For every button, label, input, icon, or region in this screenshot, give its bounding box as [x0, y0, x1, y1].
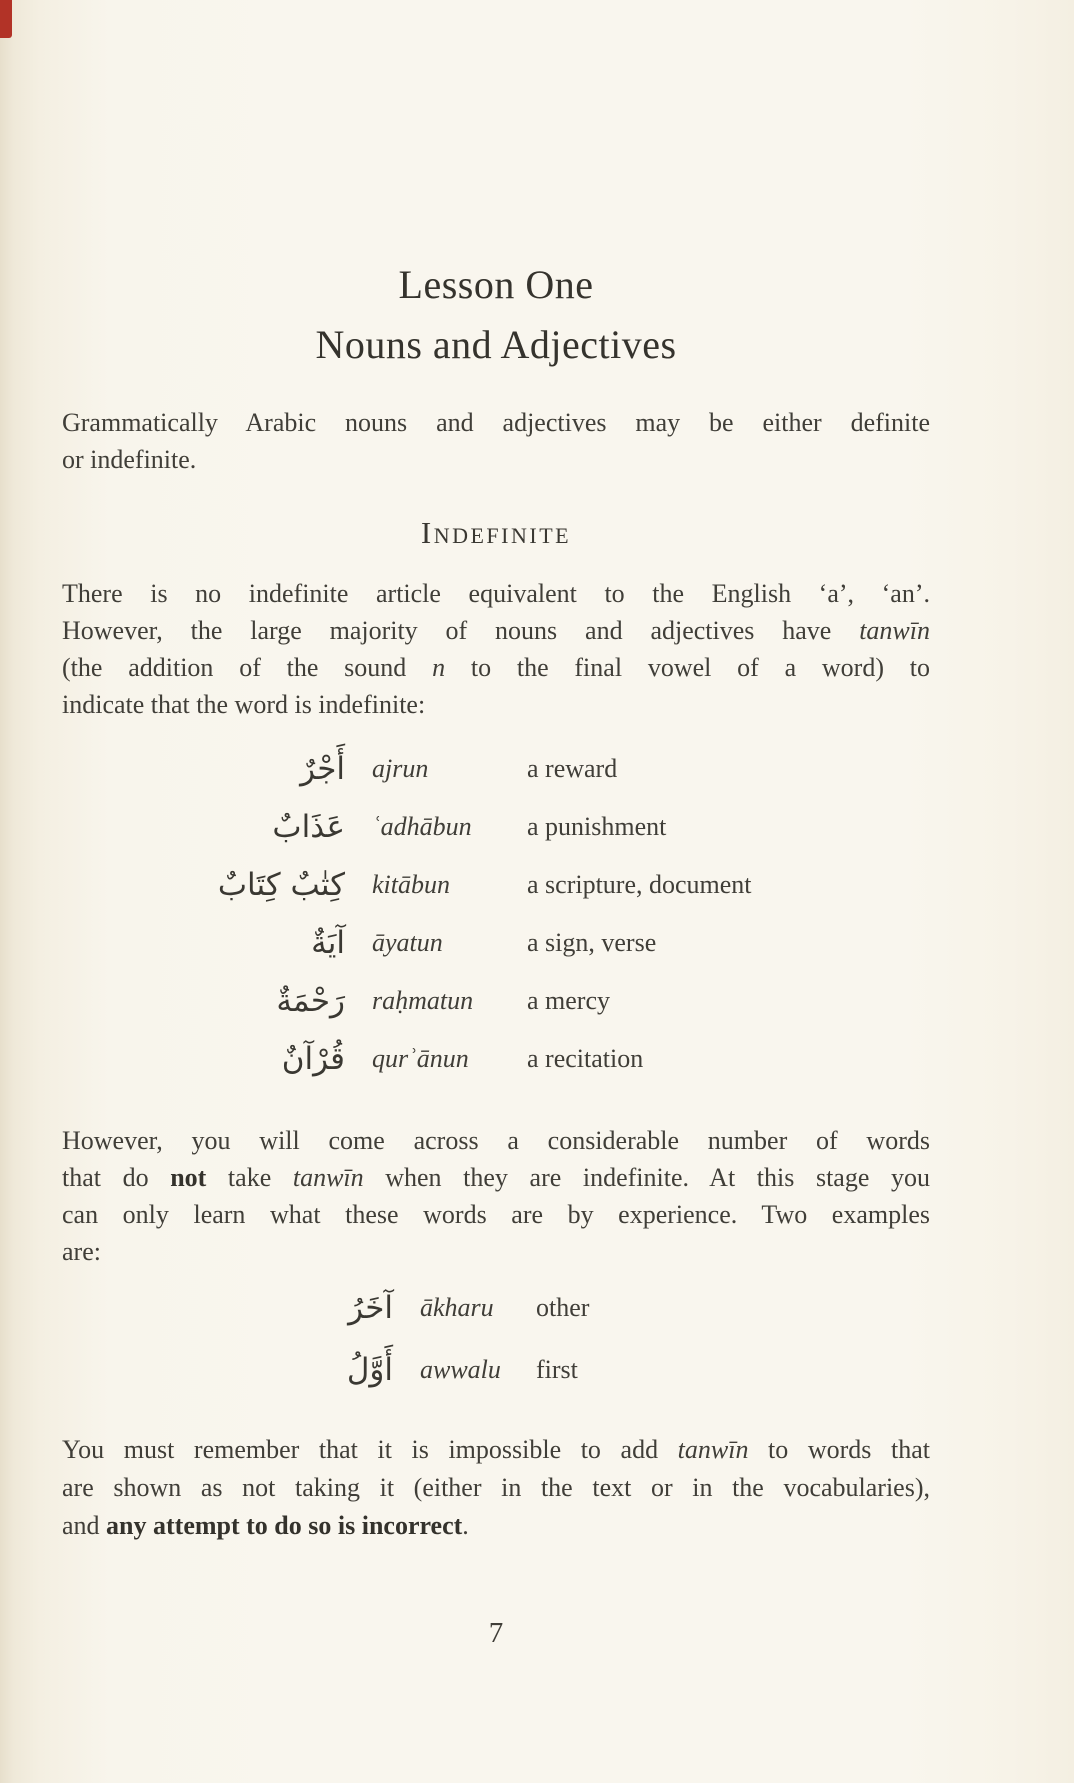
- lesson-title: Lesson One: [398, 262, 594, 307]
- text-line: [62, 404, 930, 441]
- text-segment: to the final vowel of a word) to: [445, 653, 930, 682]
- text-segment: when they are indefinite. At this stage you: [363, 1163, 930, 1192]
- vocab-list: [62, 740, 930, 1088]
- transliteration: qurʾānun: [372, 1044, 469, 1073]
- intro-paragraph: [62, 404, 930, 478]
- english-meaning: other: [536, 1293, 590, 1322]
- arabic-word: عَذَابٌ: [272, 808, 345, 845]
- text-line: [62, 575, 930, 612]
- text-segment: (the addition of the sound: [62, 653, 433, 682]
- page-number: 7: [488, 1617, 504, 1649]
- italic-term: tanwīn: [677, 1435, 749, 1464]
- text-line: [62, 1431, 930, 1469]
- text-segment: can only learn what these words are by experience. Two examples: [62, 1200, 930, 1229]
- no-tanwin-paragraph: [62, 1122, 930, 1270]
- text-line: [62, 686, 930, 723]
- bold-phrase: not: [170, 1163, 207, 1192]
- text-line: [62, 1196, 930, 1233]
- arabic-word: أَجْرٌ: [300, 750, 345, 787]
- italic-term: n: [432, 653, 446, 682]
- vocab-row-6: [62, 1030, 930, 1088]
- text-segment: indicate that the word is indefinite:: [62, 690, 426, 719]
- transliteration: āyatun: [372, 928, 443, 957]
- english-meaning: first: [536, 1355, 578, 1384]
- text-segment: There is no indefinite article equivalent to the English ‘a’, ‘an’.: [62, 579, 930, 608]
- english-meaning: a recitation: [527, 1044, 644, 1073]
- example-row-1: [62, 1277, 930, 1339]
- text-line: [62, 1233, 930, 1270]
- arabic-word: قُرْآنٌ: [281, 1040, 345, 1077]
- text-line: [62, 612, 930, 649]
- text-segment: However, the large majority of nouns and adjectives have: [62, 616, 860, 645]
- text-segment: to words that: [748, 1435, 930, 1464]
- vocab-row-3: [62, 856, 930, 914]
- text-line: [62, 441, 930, 478]
- page-content: [62, 0, 930, 1783]
- arabic-word: رَحْمَةٌ: [276, 982, 345, 1019]
- transliteration: ākharu: [420, 1293, 494, 1322]
- transliteration: kitābun: [372, 870, 450, 899]
- arabic-word: آخَرُ: [348, 1289, 393, 1326]
- vocab-row-5: [62, 972, 930, 1030]
- vocab-row-2: [62, 798, 930, 856]
- red-cover-corner-mark: [0, 0, 12, 38]
- tanwin-paragraph: [62, 575, 930, 723]
- arabic-word: آيَةٌ: [311, 924, 345, 961]
- english-meaning: a mercy: [527, 986, 611, 1015]
- text-segment: take: [206, 1163, 293, 1192]
- text-segment: .: [462, 1511, 469, 1540]
- example-row-2: [62, 1339, 930, 1401]
- transliteration: raḥmatun: [372, 986, 474, 1015]
- bold-phrase: any attempt to do so is incorrect: [106, 1511, 463, 1540]
- english-meaning: a scripture, document: [527, 870, 752, 899]
- vocab-row-1: [62, 740, 930, 798]
- text-segment: and: [62, 1511, 107, 1540]
- text-line: [62, 1159, 930, 1196]
- text-segment: You must remember that it is impossible to add: [62, 1435, 678, 1464]
- text-segment: are:: [62, 1237, 101, 1266]
- english-meaning: a sign, verse: [527, 928, 657, 957]
- transliteration: ʿadhābun: [372, 812, 472, 841]
- english-meaning: a punishment: [527, 812, 667, 841]
- text-line: [62, 1469, 930, 1507]
- italic-term: tanwīn: [292, 1163, 364, 1192]
- transliteration: ajrun: [372, 754, 429, 783]
- italic-term: tanwīn: [859, 616, 930, 645]
- text-segment: that do: [62, 1163, 171, 1192]
- arabic-word: أَوَّلُ: [346, 1351, 393, 1388]
- text-line: [62, 1122, 930, 1159]
- text-line: [62, 1507, 930, 1545]
- english-meaning: a reward: [527, 754, 618, 783]
- examples-list: [62, 1277, 930, 1401]
- vocab-row-4: [62, 914, 930, 972]
- text-segment: are shown as not taking it (either in the text or in the vocabularies),: [62, 1473, 930, 1502]
- text-segment: However, you will come across a considerable number of words: [62, 1126, 930, 1155]
- transliteration: awwalu: [420, 1355, 501, 1384]
- text-segment: or indefinite.: [62, 445, 197, 474]
- text-segment: Grammatically Arabic nouns and adjectives may be either definite: [62, 408, 930, 437]
- text-line: [62, 649, 930, 686]
- section-heading-indefinite: Indefinite: [420, 515, 572, 550]
- reminder-paragraph: [62, 1431, 930, 1545]
- lesson-title-block: [62, 255, 930, 375]
- lesson-subtitle: Nouns and Adjectives: [315, 322, 677, 367]
- arabic-word: كِتٰبٌ كِتَابٌ: [217, 866, 345, 903]
